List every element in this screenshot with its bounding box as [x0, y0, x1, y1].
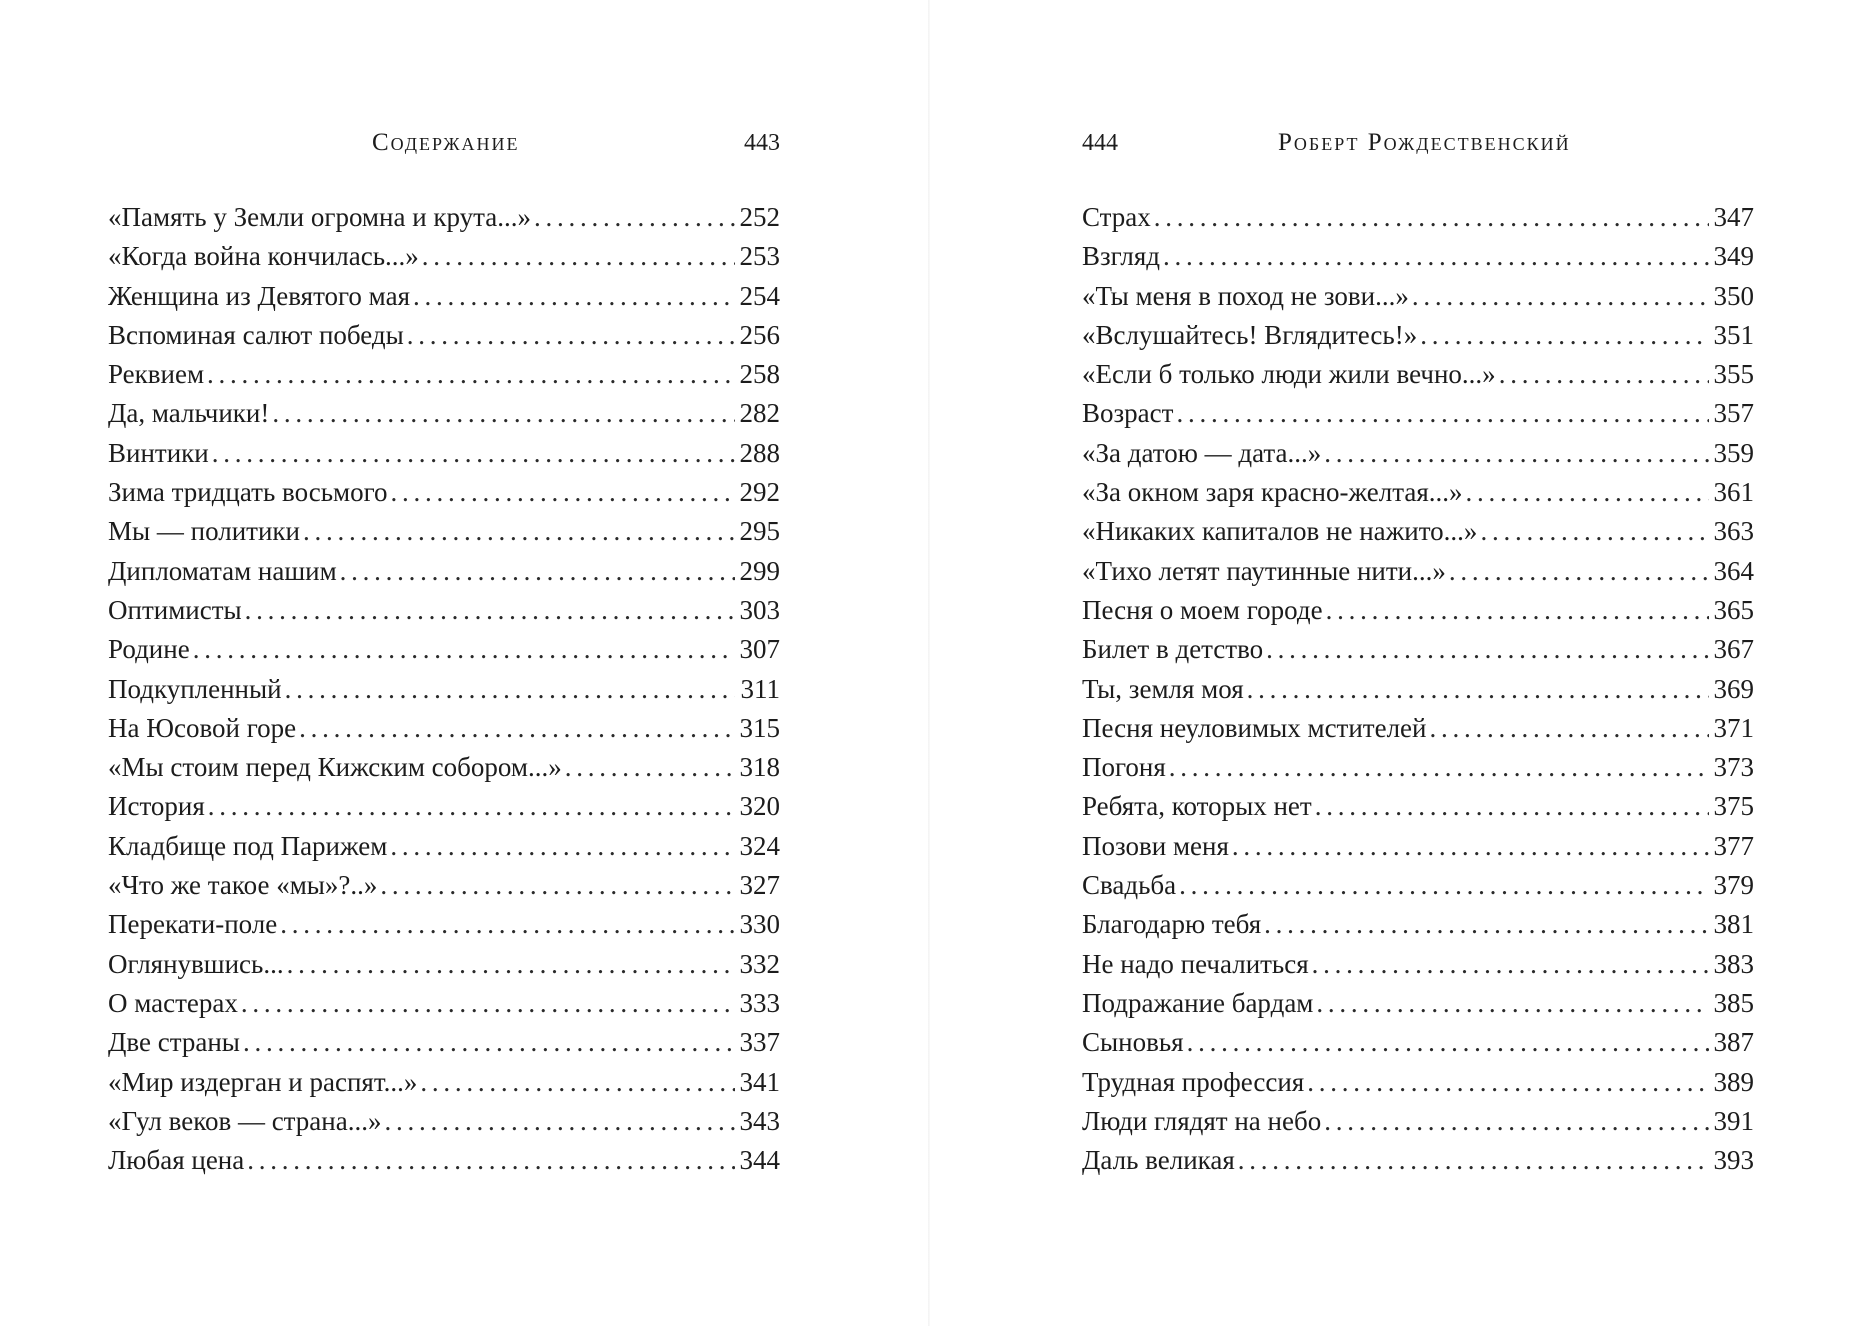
toc-entry-page: 315 [739, 712, 780, 743]
toc-entry [108, 237, 780, 276]
toc-entry-title: Подкупленный [108, 673, 282, 704]
toc-entry-title: Не надо печалиться [1082, 948, 1309, 979]
toc-entry-title: «Вслушайтесь! Вглядитесь!» [1082, 319, 1418, 350]
toc-entry-page: 375 [1713, 791, 1754, 822]
toc-entry-page: 381 [1713, 909, 1754, 940]
toc-entry-page: 389 [1713, 1066, 1754, 1097]
toc-entry-title: Оглянувшись... [108, 948, 284, 979]
toc-entry-page: 349 [1713, 241, 1754, 272]
toc-entry-title: «Когда война кончилась...» [108, 241, 419, 272]
toc-entry-title: Трудная профессия [1082, 1066, 1305, 1097]
dot-leader [212, 434, 735, 473]
toc-entry-page: 387 [1713, 1027, 1754, 1058]
toc-entry [1082, 198, 1754, 237]
toc-entry-title: Реквием [108, 359, 205, 390]
toc-entry [108, 905, 780, 944]
toc-entry-title: «Что же такое «мы»?..» [108, 870, 378, 901]
toc-entry-title: Винтики [108, 437, 209, 468]
toc-entry [1082, 670, 1754, 709]
toc-entry-title: «Мир издерган и распят...» [108, 1066, 418, 1097]
toc-entry [1082, 1023, 1754, 1062]
dot-leader [1238, 1141, 1709, 1180]
toc-entry-page: 361 [1713, 477, 1754, 508]
toc-entry [108, 591, 780, 630]
toc-entry [108, 277, 780, 316]
toc-entry-page: 324 [739, 830, 780, 861]
toc-entry-title: Благодарю тебя [1082, 909, 1262, 940]
toc-entry-page: 351 [1713, 319, 1754, 350]
toc-entry-page: 347 [1713, 202, 1754, 232]
toc-entry-title: История [108, 791, 205, 822]
toc-entry-page: 256 [739, 319, 780, 350]
toc-entry-page: 365 [1713, 594, 1754, 625]
toc-entry-title: Билет в детство [1082, 634, 1264, 665]
toc-entry-page: 330 [739, 909, 780, 940]
toc-entry-title: Вспоминая салют победы [108, 319, 404, 350]
toc-entry [108, 748, 780, 787]
toc-entry [1082, 827, 1754, 866]
toc-entry [108, 552, 780, 591]
toc-entry-page: 303 [739, 594, 780, 625]
toc-entry-title: Оптимисты [108, 594, 242, 625]
toc-entry-page: 341 [739, 1066, 780, 1097]
dot-leader [207, 355, 735, 394]
dot-leader [1315, 787, 1709, 826]
dot-leader [241, 984, 735, 1023]
running-title: Роберт Рождественский [1278, 129, 1571, 156]
running-title: Содержание [372, 129, 520, 156]
dot-leader [1499, 355, 1709, 394]
dot-leader [390, 827, 735, 866]
toc-entry-page: 393 [1713, 1145, 1754, 1176]
dot-leader [1179, 866, 1709, 905]
toc-entry [108, 1063, 780, 1102]
toc-entry [108, 198, 780, 237]
dot-leader [1430, 709, 1710, 748]
toc-entry-title: Страх [1082, 202, 1151, 232]
toc-entry-title: Женщина из Девятого мая [108, 280, 410, 311]
toc-entry-title: «Тихо летят паутинные нити...» [1082, 555, 1446, 586]
dot-leader [193, 630, 735, 669]
left-page-header [108, 126, 780, 160]
toc-entry-page: 295 [739, 516, 780, 547]
dot-leader [1154, 198, 1709, 237]
toc-entry-page: 288 [739, 437, 780, 468]
dot-leader [1480, 512, 1709, 551]
toc-entry [1082, 237, 1754, 276]
toc-entry [1082, 945, 1754, 984]
dot-leader [1169, 748, 1709, 787]
toc-entry-page: 292 [739, 477, 780, 508]
toc-entry-title: «Если б только люди жили вечно...» [1082, 359, 1496, 390]
toc-entry [108, 827, 780, 866]
dot-leader [1247, 670, 1709, 709]
toc-entry [108, 512, 780, 551]
dot-leader [272, 394, 735, 433]
toc-entry-page: 350 [1713, 280, 1754, 311]
toc-entry-page: 379 [1713, 870, 1754, 901]
toc-entry-page: 337 [739, 1027, 780, 1058]
dot-leader [1266, 630, 1709, 669]
toc-entry-page: 383 [1713, 948, 1754, 979]
toc-entry [108, 1102, 780, 1141]
right-page [930, 0, 1858, 1326]
dot-leader [208, 787, 735, 826]
toc-entry [108, 670, 780, 709]
toc-entry-page: 252 [739, 202, 780, 232]
toc-entry [108, 945, 780, 984]
toc-entry [1082, 473, 1754, 512]
toc-entry-page: 357 [1713, 398, 1754, 429]
toc-entry-page: 254 [739, 280, 780, 311]
toc-entry-page: 327 [739, 870, 780, 901]
toc-entry-page: 391 [1713, 1105, 1754, 1136]
toc-entry-title: Взгляд [1082, 241, 1161, 272]
dot-leader [1324, 1102, 1709, 1141]
toc-entry-title: «Никаких капиталов не нажито...» [1082, 516, 1478, 547]
toc-entry-page: 364 [1713, 555, 1754, 586]
dot-leader [1176, 394, 1709, 433]
toc-entry-page: 363 [1713, 516, 1754, 547]
toc-entry-title: Свадьба [1082, 870, 1177, 901]
dot-leader [1324, 434, 1709, 473]
toc-entry-title: Возраст [1082, 398, 1174, 429]
toc-entry [1082, 866, 1754, 905]
toc-entry [1082, 394, 1754, 433]
dot-leader [420, 1063, 735, 1102]
toc-entry-title: Дипломатам нашим [108, 555, 337, 586]
toc-entry [108, 709, 780, 748]
toc-entry-page: 253 [739, 241, 780, 272]
dot-leader [407, 316, 735, 355]
toc-entry [1082, 1102, 1754, 1141]
toc-entry-title: «Ты меня в поход не зови...» [1082, 280, 1409, 311]
toc-entry-page: 367 [1713, 634, 1754, 665]
toc-entry [1082, 630, 1754, 669]
dot-leader [391, 473, 735, 512]
dot-leader [1449, 552, 1709, 591]
toc-entry-title: Даль великая [1082, 1145, 1235, 1176]
dot-leader [422, 237, 735, 276]
toc-entry-title: Любая цена [108, 1145, 245, 1176]
dot-leader [285, 670, 735, 709]
toc-entry-page: 343 [739, 1105, 780, 1136]
toc-entry-title: «За датою — дата...» [1082, 437, 1322, 468]
toc-entry-title: Ты, земля моя [1082, 673, 1244, 704]
dot-leader [1187, 1023, 1709, 1062]
toc-entry-page: 369 [1713, 673, 1754, 704]
toc-entry-title: Мы — политики [108, 516, 300, 547]
dot-leader [1264, 905, 1709, 944]
dot-leader [303, 512, 735, 551]
toc-entry-page: 299 [739, 555, 780, 586]
toc-entry-page: 320 [739, 791, 780, 822]
dot-leader [1163, 237, 1709, 276]
toc-entry-title: «Память у Земли огромна и крута...» [108, 202, 532, 232]
dot-leader [384, 1102, 735, 1141]
dot-leader [299, 709, 735, 748]
toc-entry-page: 377 [1713, 830, 1754, 861]
dot-leader [1326, 591, 1709, 630]
toc-entry-title: Кладбище под Парижем [108, 830, 388, 861]
toc-entry-page: 333 [739, 987, 780, 1018]
dot-leader [534, 198, 735, 237]
table-of-contents-left [108, 198, 780, 1180]
toc-entry-title: Родине [108, 634, 190, 665]
toc-entry-page: 311 [740, 673, 780, 704]
toc-entry-page: 373 [1713, 752, 1754, 783]
toc-entry [1082, 277, 1754, 316]
toc-entry-title: На Юсовой горе [108, 712, 297, 743]
toc-entry-page: 355 [1713, 359, 1754, 390]
toc-entry-title: Люди глядят на небо [1082, 1105, 1322, 1136]
toc-entry-title: Сыновья [1082, 1027, 1184, 1058]
toc-entry [1082, 748, 1754, 787]
toc-entry [1082, 709, 1754, 748]
toc-entry-title: Песня о моем городе [1082, 594, 1323, 625]
left-page [0, 0, 928, 1326]
toc-entry-title: Песня неуловимых мстителей [1082, 712, 1427, 743]
toc-entry [108, 984, 780, 1023]
page-number: 443 [744, 129, 780, 156]
toc-entry [108, 316, 780, 355]
toc-entry [108, 630, 780, 669]
dot-leader [1232, 827, 1709, 866]
toc-entry-title: О мастерах [108, 987, 238, 1018]
page-number: 444 [1082, 129, 1118, 156]
toc-entry [1082, 355, 1754, 394]
toc-entry-page: 332 [739, 948, 780, 979]
toc-entry-page: 371 [1713, 712, 1754, 743]
toc-entry [108, 787, 780, 826]
toc-entry [1082, 552, 1754, 591]
dot-leader [1420, 316, 1709, 355]
toc-entry [108, 866, 780, 905]
toc-entry [1082, 1063, 1754, 1102]
dot-leader [1316, 984, 1709, 1023]
toc-entry-title: «За окном заря красно-желтая...» [1082, 477, 1463, 508]
toc-entry-page: 307 [739, 634, 780, 665]
toc-entry [1082, 984, 1754, 1023]
toc-entry-title: Подражание бардам [1082, 987, 1314, 1018]
toc-entry-title: Ребята, которых нет [1082, 791, 1312, 822]
toc-entry-page: 344 [739, 1145, 780, 1176]
toc-entry-page: 359 [1713, 437, 1754, 468]
dot-leader [380, 866, 735, 905]
toc-entry [1082, 1141, 1754, 1180]
toc-entry-page: 282 [739, 398, 780, 429]
toc-entry-title: Позови меня [1082, 830, 1229, 861]
toc-entry-title: Две страны [108, 1027, 240, 1058]
toc-entry-title: Да, мальчики! [108, 398, 270, 429]
dot-leader [243, 1023, 735, 1062]
toc-entry-page: 258 [739, 359, 780, 390]
toc-entry-page: 318 [739, 752, 780, 783]
dot-leader [340, 552, 735, 591]
toc-entry [1082, 787, 1754, 826]
dot-leader [1466, 473, 1709, 512]
table-of-contents-right [1082, 198, 1754, 1180]
dot-leader [565, 748, 735, 787]
dot-leader [280, 905, 735, 944]
dot-leader [1312, 945, 1709, 984]
toc-entry-title: Зима тридцать восьмого [108, 477, 388, 508]
dot-leader [413, 277, 735, 316]
toc-entry [1082, 512, 1754, 551]
toc-entry-title: «Мы стоим перед Кижским собором...» [108, 752, 562, 783]
toc-entry-title: Перекати-поле [108, 909, 278, 940]
toc-entry-title: «Гул веков — страна...» [108, 1105, 382, 1136]
toc-entry [1082, 434, 1754, 473]
toc-entry [108, 473, 780, 512]
toc-entry [1082, 316, 1754, 355]
dot-leader [287, 945, 735, 984]
toc-entry [108, 355, 780, 394]
right-page-header [1082, 126, 1754, 160]
dot-leader [245, 591, 735, 630]
toc-entry [108, 434, 780, 473]
dot-leader [1412, 277, 1709, 316]
toc-entry [108, 394, 780, 433]
dot-leader [1307, 1063, 1709, 1102]
toc-entry [108, 1141, 780, 1180]
toc-entry [1082, 591, 1754, 630]
toc-entry [108, 1023, 780, 1062]
toc-entry-page: 385 [1713, 987, 1754, 1018]
dot-leader [247, 1141, 735, 1180]
toc-entry [1082, 905, 1754, 944]
toc-entry-title: Погоня [1082, 752, 1166, 783]
